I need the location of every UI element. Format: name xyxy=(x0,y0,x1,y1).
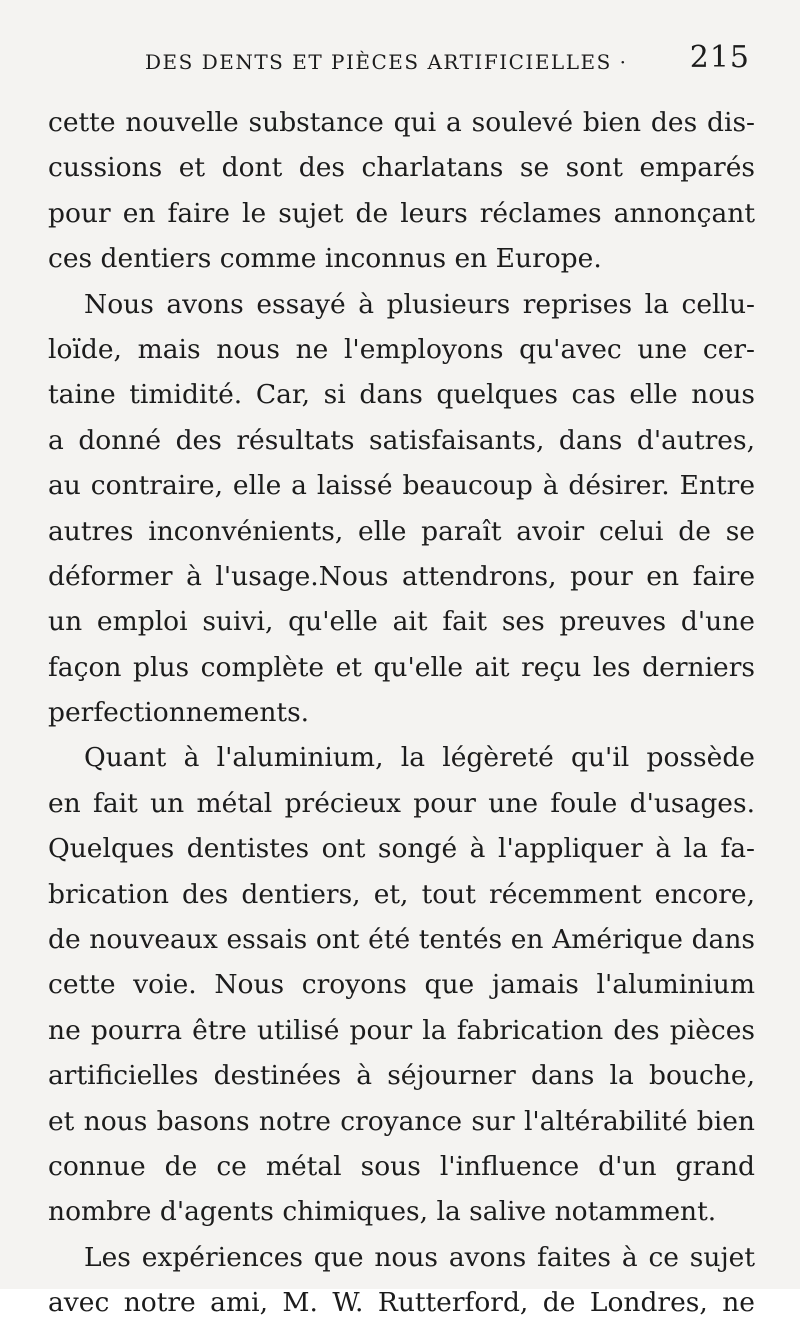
text-line: Nous avons essayé à plusieurs reprises la cellu- xyxy=(84,288,755,320)
text-line: cette nouvelle substance qui a soulevé bien des dis- xyxy=(48,107,755,138)
text-line: façon plus complète et qu'elle ait reçu les derniers xyxy=(48,651,755,683)
text-line: artificielles destinées à séjourner dans la bouche, xyxy=(48,1060,755,1092)
paragraph-3 xyxy=(48,735,755,1234)
text-line: perfectionnements. xyxy=(48,697,310,729)
running-head xyxy=(145,40,750,80)
text-line: taine timidité. Car, si dans quelques cas elle nous xyxy=(48,379,755,411)
text-line: un emploi suivi, qu'elle ait fait ses preuves d'une xyxy=(48,606,755,638)
text-line: de nouveaux essais ont été tentés en Amérique dans xyxy=(48,924,755,956)
text-line: Les expériences que nous avons faites à ce sujet xyxy=(84,1241,755,1273)
text-line: brication des dentiers, et, tout récemment encore, xyxy=(48,878,755,910)
body-text xyxy=(48,100,755,1326)
text-line: loïde, mais nous ne l'employons qu'avec une cer- xyxy=(48,333,755,365)
text-line: cette voie. Nous croyons que jamais l'aluminium xyxy=(48,969,755,1001)
paragraph-1 xyxy=(48,100,755,282)
text-line: autres inconvénients, elle paraît avoir celui de se xyxy=(48,515,755,547)
text-line: en fait un métal précieux pour une foule d'usages. xyxy=(48,787,755,819)
text-line: a donné des résultats satisfaisants, dans d'autres, xyxy=(48,424,755,456)
text-line: cussions et dont des charlatans se sont emparés xyxy=(48,152,755,184)
paragraph-2 xyxy=(48,282,755,736)
text-line: pour en faire le sujet de leurs réclames annonçant xyxy=(48,197,755,229)
text-line: Quant à l'aluminium, la légèreté qu'il possède xyxy=(84,742,755,774)
text-line: ces dentiers comme inconnus en Europe. xyxy=(48,243,602,275)
text-line: ne pourra être utilisé pour la fabrication des pièces xyxy=(48,1014,755,1046)
text-line: nombre d'agents chimiques, la salive notamment. xyxy=(48,1196,717,1228)
running-title: DES DENTS ET PIÈCES ARTIFICIELLES · xyxy=(145,50,628,74)
text-line: connue de ce métal sous l'influence d'un grand xyxy=(48,1150,755,1182)
page-number: 215 xyxy=(689,40,750,75)
text-line: avec notre ami, M. W. Rutterford, de Londres, ne xyxy=(48,1287,755,1319)
paragraph-4 xyxy=(48,1235,755,1326)
text-line: déformer à l'usage.Nous attendrons, pour en faire xyxy=(48,560,755,592)
text-line: au contraire, elle a laissé beaucoup à désirer. Entre xyxy=(48,470,755,502)
text-line: Quelques dentistes ont songé à l'appliquer à la fa- xyxy=(48,833,755,865)
text-line: et nous basons notre croyance sur l'altérabilité bien xyxy=(48,1105,755,1137)
